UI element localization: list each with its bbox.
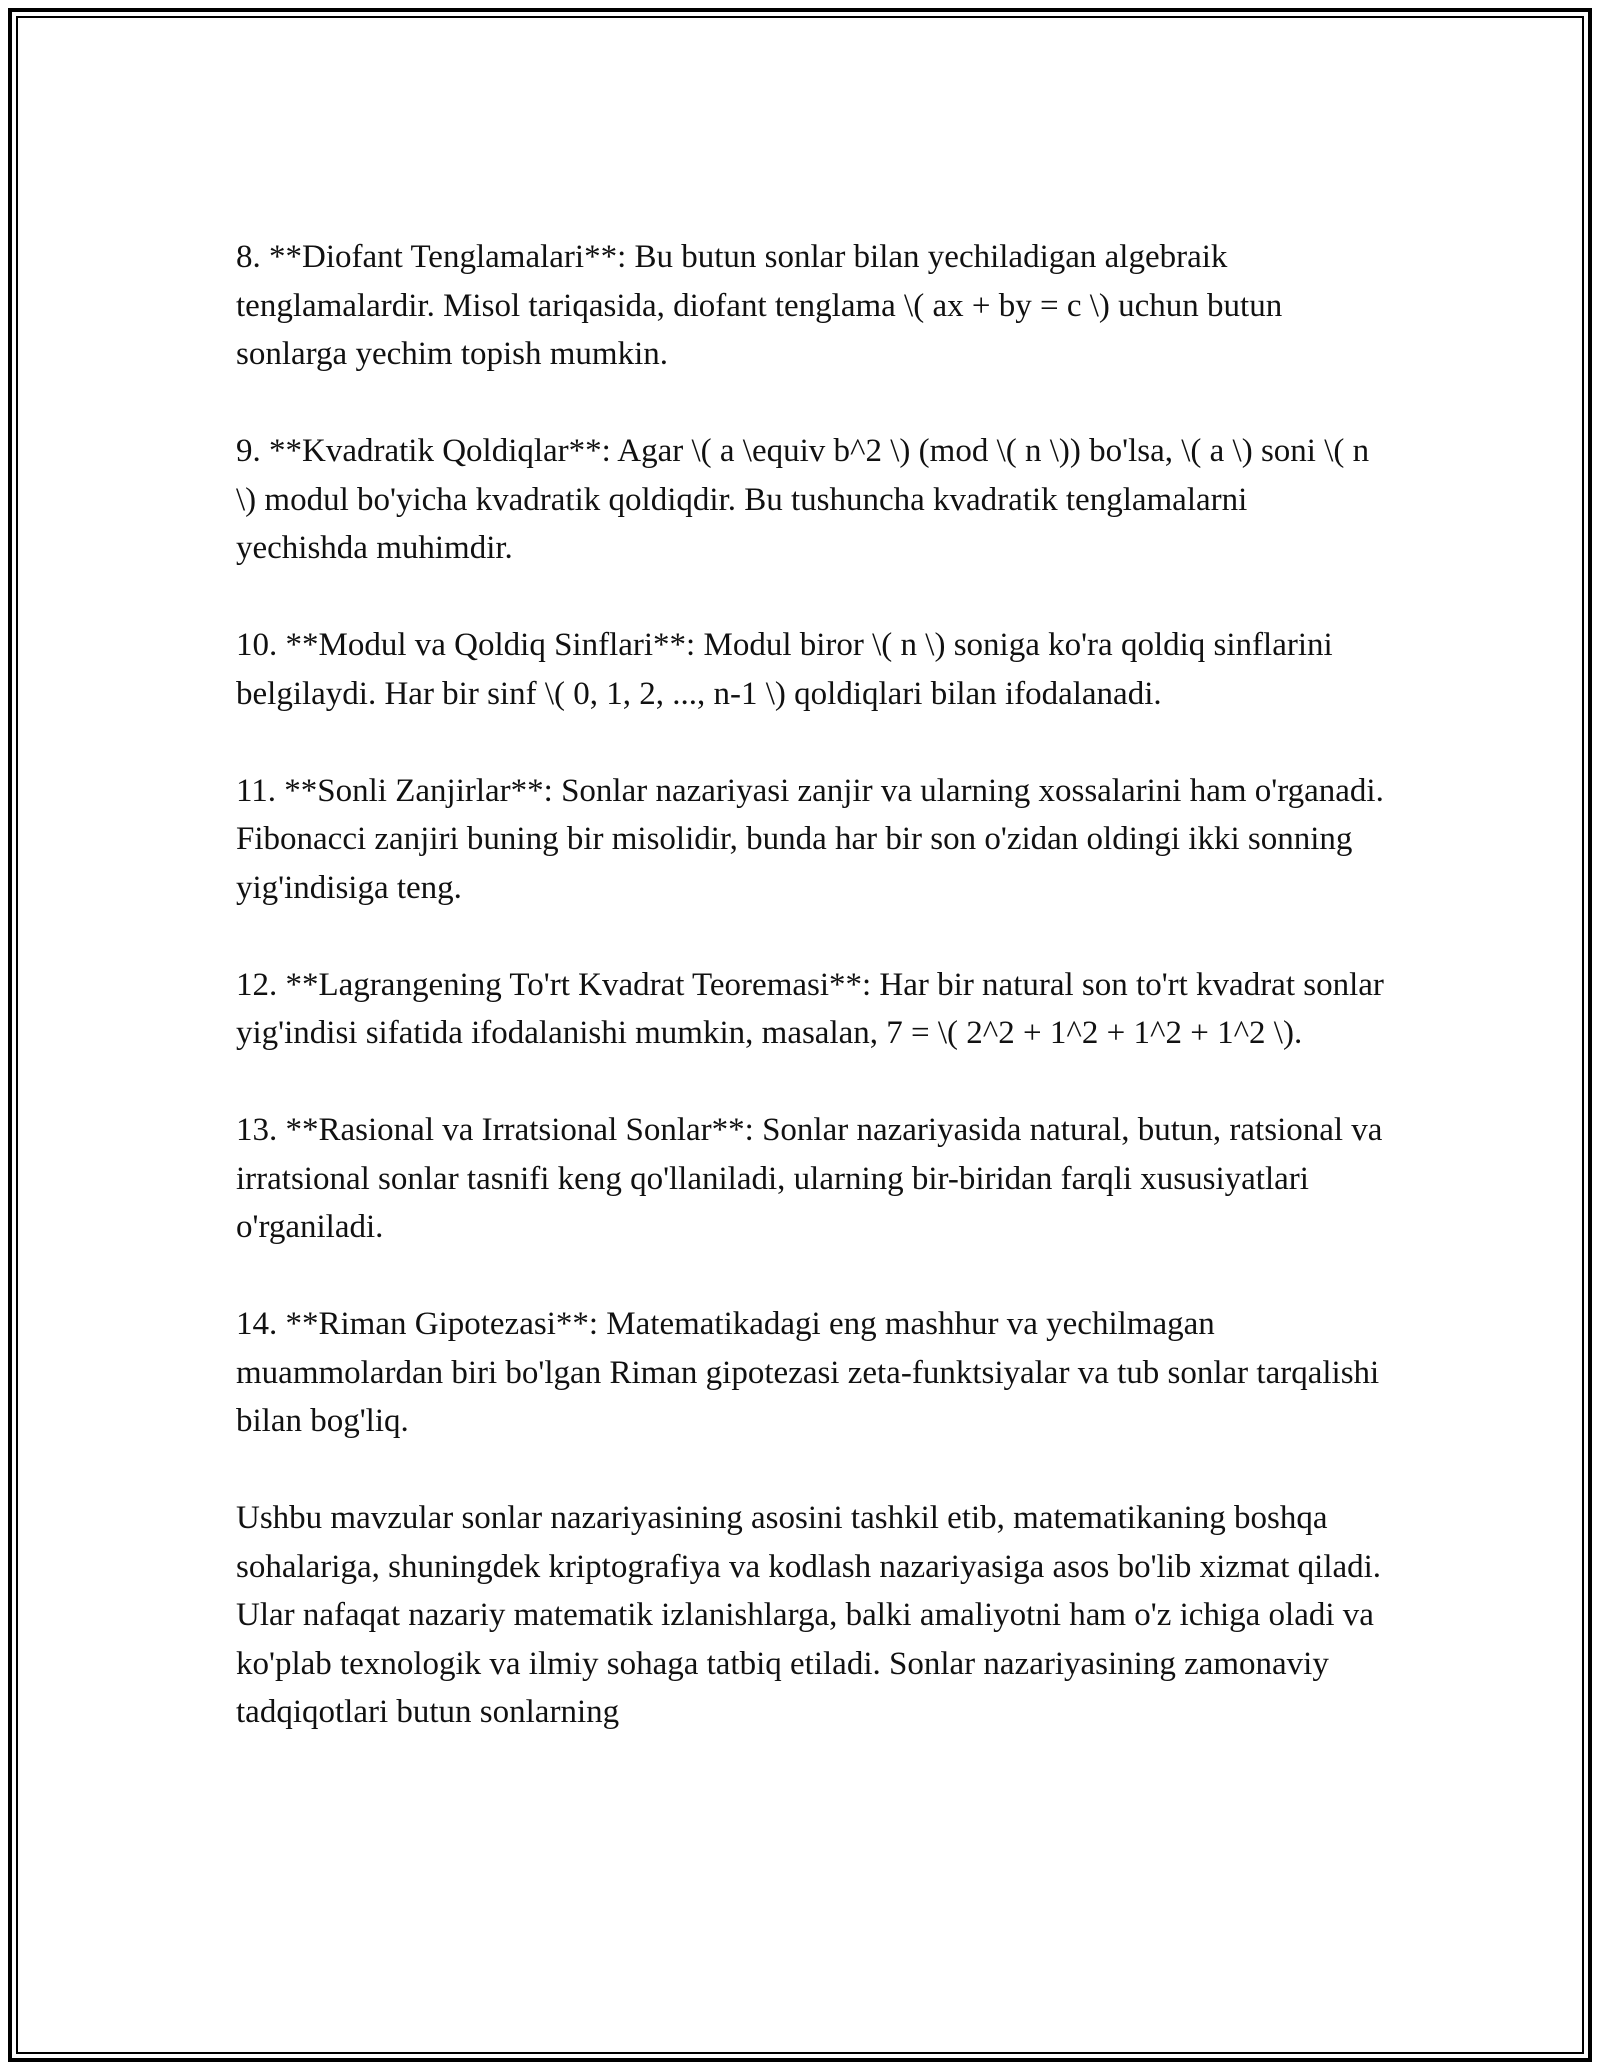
paragraph-kvadratik-qoldiqlar: 9. **Kvadratik Qoldiqlar**: Agar \( a \equiv b^2 \) (mod \( n \)) bo'lsa, \( a \) soni \( n \) modul bo'yicha kvadratik qoldiqdir. Bu tushuncha kvadratik tenglamalarni yechishda muhimdir. [236, 433, 1370, 566]
paragraph-sonli-zanjirlar: 11. **Sonli Zanjirlar**: Sonlar nazariyasi zanjir va ularning xossalarini ham o'rganadi. Fibonacci zanjiri buning bir misolidir, bunda har bir son o'zidan oldingi ikki sonning yig'indisiga teng. [236, 772, 1384, 906]
document-body [236, 233, 1386, 1737]
paragraph-riman-gipotezasi: 14. **Riman Gipotezasi**: Matematikadagi eng mashhur va yechilmagan muammolardan biri bo'lgan Riman gipotezasi zeta-funktsiyalar va tub sonlar tarqalishi bilan bog'liq. [236, 1306, 1380, 1439]
paragraph-rasional-irratsional-sonlar: 13. **Rasional va Irratsional Sonlar**: Sonlar nazariyasida natural, butun, ratsional va irratsional sonlar tasnifi keng qo'llaniladi, ularning bir-biridan farqli xususiyatlari o'rganiladi. [236, 1112, 1383, 1245]
paragraph-diofant-tenglamalari: 8. **Diofant Tenglamalari**: Bu butun sonlar bilan yechiladigan algebraik tenglamalardir. Misol tariqasida, diofant tenglama \( ax + by = c \) uchun butun sonlarga yechim topish mumkin. [236, 239, 1283, 372]
paragraph-modul-va-qoldiq-sinflari: 10. **Modul va Qoldiq Sinflari**: Modul biror \( n \) soniga ko'ra qoldiq sinflarini belgilaydi. Har bir sinf \( 0, 1, 2, ..., n-1 \) qoldiqlari bilan ifodalanadi. [236, 627, 1333, 712]
paragraph-conclusion: Ushbu mavzular sonlar nazariyasining asosini tashkil etib, matematikaning boshqa sohalariga, shuningdek kriptografiya va kodlash nazariyasiga asos bo'lib xizmat qiladi. Ular nafaqat nazariy matematik izlanishlarga, balki amaliyotni ham o'z ichiga oladi va ko'plab texnologik va ilmiy sohaga tatbiq etiladi. Sonlar nazariyasining zamonaviy tadqiqotlari butun sonlarning [236, 1500, 1382, 1730]
paragraph-lagrange-teoremasi: 12. **Lagrangening To'rt Kvadrat Teoremasi**: Har bir natural son to'rt kvadrat sonlar yig'indisi sifatida ifodalanishi mumkin, masalan, 7 = \( 2^2 + 1^2 + 1^2 + 1^2 \). [236, 966, 1384, 1051]
